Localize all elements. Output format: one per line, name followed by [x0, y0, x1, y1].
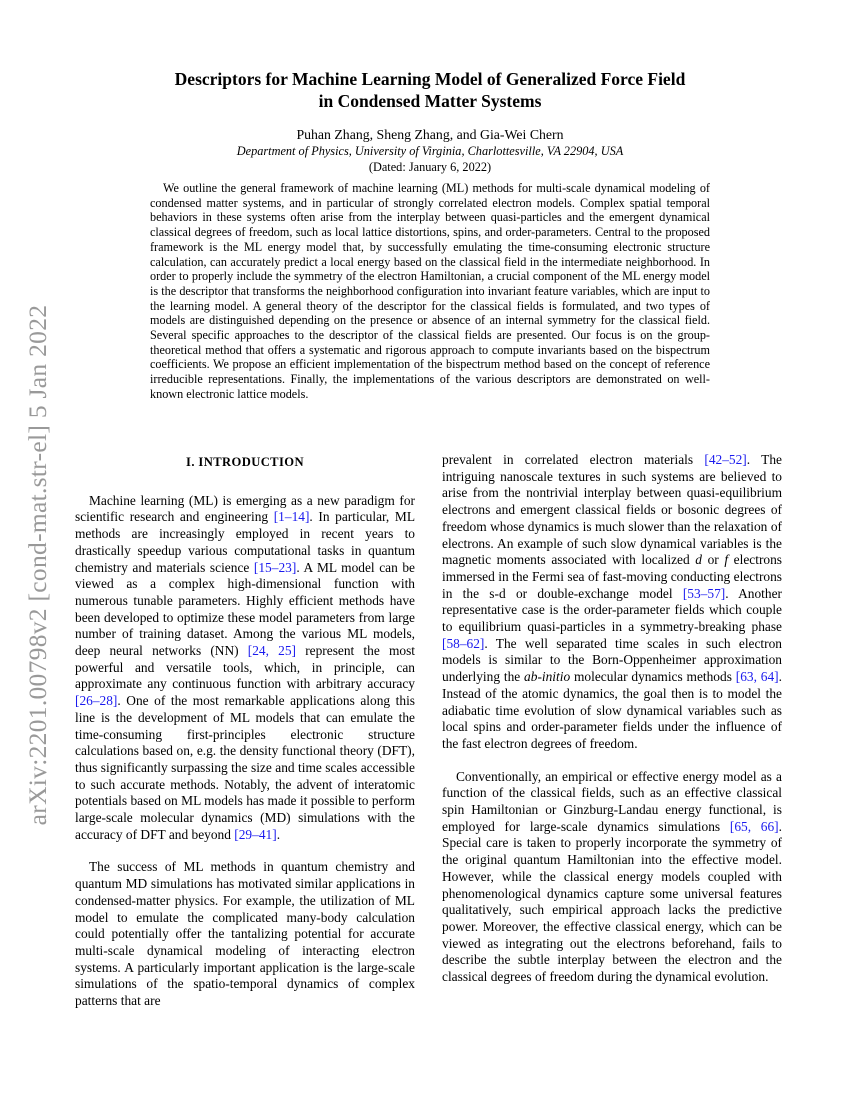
- intro-paragraph-3: [442, 769, 782, 986]
- section-heading: I. INTRODUCTION: [186, 455, 304, 469]
- text-run: .: [276, 826, 281, 842]
- citation-link[interactable]: [42–52]: [704, 452, 747, 467]
- affiliation: Department of Physics, University of Virginia, Charlottesville, VA 22904, USA: [236, 144, 624, 158]
- citation-link[interactable]: [26–28]: [75, 693, 118, 709]
- text-run: ab-initio: [524, 669, 571, 685]
- text-run: . The intriguing nanoscale textures in such systems are believed to arise from the nontrivial interplay between quasi-equilibrium electrons and emergent classical fields or bosonic degrees of freedom whose dynamics is much slower than the relaxation of electrons. An example of such slow dynamical variables is the magnetic moments associated with localized: [442, 452, 782, 568]
- text-run: electrons immersed in the Fermi sea of fast-moving conducting electrons in the s-d or double-exchange model: [442, 552, 782, 601]
- text-run: Machine learning (ML) is emerging as a new paradigm for scientific research and engineering: [75, 492, 415, 525]
- text-run: . One of the most remarkable applications along this line is the development of ML models that can emulate the time-consuming first-principles electronic structure calculations based on, e.g. the density functional theory (DFT), thus significantly surpassing the size and time scales accessible to such accurate methods. Notably, the advent of interatomic potentials based on ML models has made it possible to perform large-scale molecular dynamics (MD) simulations with the accuracy of DFT and beyond: [75, 693, 415, 842]
- citation-link[interactable]: [65, 66]: [729, 818, 779, 834]
- date-line: (Dated: January 6, 2022): [368, 160, 492, 174]
- text-run: Conventionally, an empirical or effective energy model as a function of the classical fields, such as an effective classical spin Hamiltonian or Ginzburg-Landau energy functional, is employed for large-scale dynamics simulations: [442, 768, 782, 834]
- arxiv-id: arXiv:2201.00798v2 [cond-mat.str-el] 5 Jan 2022: [23, 304, 52, 826]
- text-run: represent the most powerful and versatile tools, which, in principle, can approximate any continuous function with arbitrary accuracy: [75, 643, 416, 692]
- right-column: [442, 452, 782, 986]
- text-run: . Instead of the atomic dynamics, the goal then is to model the adiabatic time evolution of slow dynamical variables such as local spins and order-parameter fields under the influence of the fast electron degrees of freedom.: [442, 669, 782, 751]
- text-run: . In particular, ML methods are increasingly employed in recent years to drastically speedup various computational tasks in quantum chemistry and materials science: [75, 509, 415, 575]
- intro-paragraph-2: The success of ML methods in quantum chemistry and quantum MD simulations has motivated similar applications in condensed-matter physics. For example, the utilization of ML model to emulate the complicated many-body calculation could potentially offer the tantalizing potential for accurate multi-scale dynamical modeling of interacting electron systems. A particularly important application is the large-scale simulations of the spatio-temporal dynamics of complex patterns that are: [75, 859, 415, 1009]
- citation-link[interactable]: [58–62]: [442, 635, 485, 651]
- citation-link[interactable]: [29–41]: [234, 826, 277, 842]
- title-line-1: Descriptors for Machine Learning Model of Generalized Force Field: [174, 69, 686, 89]
- intro-paragraph-continued: [442, 452, 782, 753]
- text-run: . A ML model can be viewed as a complex high-dimensional function with numerous tunable parameters. Highly efficient methods have been developed to optimize these model parameters from large number of training dataset. Among the various ML models, deep neural networks (NN): [75, 559, 415, 659]
- citation-link[interactable]: [24, 25]: [247, 643, 297, 659]
- abstract: We outline the general framework of machine learning (ML) methods for multi-scale dynamical modeling of condensed matter systems, and in particular of strongly correlated electron models. Complex spatial temporal behaviors in these systems often arise from the interplay between quasi-particles and the emergent dynamical classical degrees of freedom, such as local lattice distortions, spins, and order-parameters. Central to the proposed framework is the ML energy model that, by successfully emulating the time-consuming electronic structure calculation, can accurately predict a local energy based on the classical field in the intermediate neighborhood. In order to properly include the symmetry of the electron Hamiltonian, a crucial component of the ML energy model is the descriptor that transforms the neighborhood configuration into invariant feature variables, which are input to the learning model. A general theory of the descriptor for the classical fields is formulated, and two types of models are distinguished depending on the presence or absence of an internal symmetry for the classical field. Several specific approaches to the descriptor of the classical fields are presented. Our focus is on the group-theoretical method that offers a systematic and rigorous approach to compute invariants based on the bispectrum coefficients. We propose an efficient implementation of the bispectrum method based on the concept of reference irreducible representations. Finally, the implementations of the various descriptors are demonstrated on well-known electronic lattice models.: [150, 181, 710, 401]
- citation-link[interactable]: [53–57]: [682, 585, 726, 601]
- text-run: . The well separated time scales in such electron models is similar to the Born-Oppenheimer approximation underlying the: [442, 635, 782, 685]
- text-run: d: [695, 552, 702, 568]
- intro-paragraph-1: [75, 493, 415, 844]
- authors: Puhan Zhang, Sheng Zhang, and Gia-Wei Chern: [296, 127, 564, 142]
- paper-header: [150, 68, 710, 175]
- citation-link[interactable]: [63, 64]: [735, 669, 779, 685]
- text-run: . Another representative case is the order-parameter fields which couple to equilibrium quasi-particles in a symmetry-breaking phase: [442, 585, 782, 635]
- text-run: prevalent in correlated electron materials: [442, 452, 705, 467]
- citation-link[interactable]: [1–14]: [273, 509, 310, 525]
- arxiv-sidebar-stamp: [14, 150, 62, 980]
- citation-link[interactable]: [15–23]: [253, 559, 297, 575]
- left-column: [75, 452, 415, 1010]
- title-line-2: in Condensed Matter Systems: [318, 91, 542, 111]
- paper-title: [150, 68, 710, 112]
- text-run: molecular dynamics methods: [570, 669, 736, 685]
- text-run: f: [724, 552, 729, 568]
- text-run: . Special care is taken to properly incorporate the symmetry of the original quantum Hamiltonian into the effective model. However, while the classical energy models coupled with phenomenological dynamics capture some universal features qualitatively, such empirical approach lacks the predictive power. Moreover, the effective classical energy, which can be viewed as integrating out the electrons beforehand, fails to describe the subtle interplay between the electron and the classical degrees of freedom during the dynamical evolution.: [442, 818, 782, 985]
- text-run: or: [702, 552, 725, 568]
